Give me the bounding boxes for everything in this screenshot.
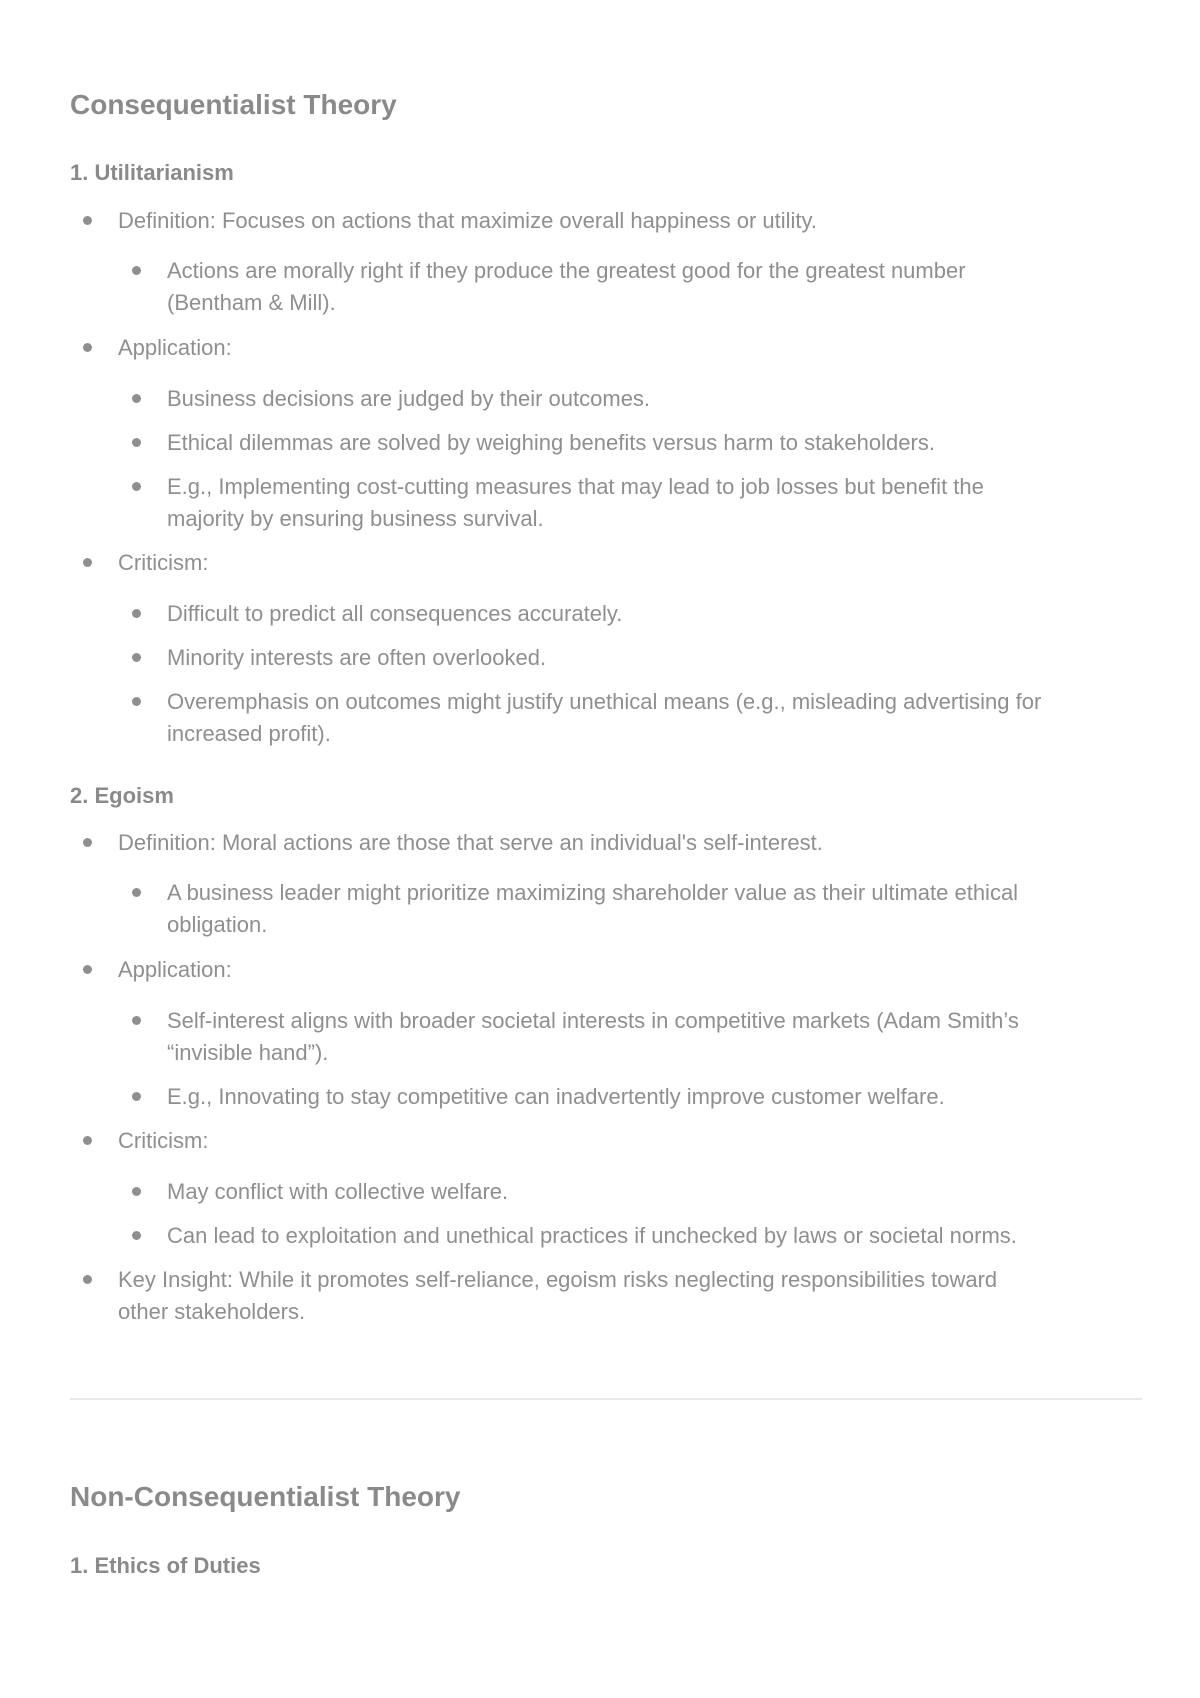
criticism-label: Criticism: <box>118 1128 209 1153</box>
application-label: Application: <box>118 957 232 982</box>
list-item-key-insight <box>118 1264 1148 1328</box>
subpoint-line: Minority interests are often overlooked. <box>167 645 547 670</box>
bullet-icon <box>132 266 141 275</box>
subpoint-line: A business leader might prioritize maximizing shareholder value as their ultimate ethical <box>167 880 1019 905</box>
list-item-application <box>118 954 1148 986</box>
bullet-icon <box>132 1092 141 1101</box>
bullet-icon <box>132 1231 141 1240</box>
list-item-subpoint <box>167 642 1137 674</box>
bullet-icon <box>83 1275 92 1284</box>
subpoint-line: Overemphasis on outcomes might justify unethical means (e.g., misleading advertising for <box>167 689 1042 714</box>
criticism-label: Criticism: <box>118 550 209 575</box>
section-divider <box>70 1398 1142 1400</box>
bullet-icon <box>132 653 141 662</box>
section-title-consequentialist: Consequentialist Theory <box>70 89 397 120</box>
list-item-subpoint <box>167 471 1137 535</box>
list-item-subpoint <box>167 877 1137 941</box>
list-item-definition <box>118 827 1148 859</box>
bullet-icon <box>132 482 141 491</box>
list-item-subpoint <box>167 1220 1137 1252</box>
key-insight-line: other stakeholders. <box>118 1299 306 1324</box>
subpoint-line: Can lead to exploitation and unethical practices if unchecked by laws or societal norms. <box>167 1223 1017 1248</box>
subpoint-line: Business decisions are judged by their outcomes. <box>167 386 651 411</box>
list-item-criticism <box>118 1125 1148 1157</box>
heading-egoism: 2. Egoism <box>70 783 174 808</box>
application-label: Application: <box>118 335 232 360</box>
list-item-subpoint <box>167 255 1137 319</box>
bullet-icon <box>83 838 92 847</box>
bullet-icon <box>132 609 141 618</box>
subpoint-line: Ethical dilemmas are solved by weighing benefits versus harm to stakeholders. <box>167 430 935 455</box>
subpoint-line: E.g., Innovating to stay competitive can inadvertently improve customer welfare. <box>167 1084 945 1109</box>
definition-text: Definition: Focuses on actions that maximize overall happiness or utility. <box>118 208 818 233</box>
subpoint-line: Difficult to predict all consequences accurately. <box>167 601 623 626</box>
subpoint-line: (Bentham & Mill). <box>167 290 336 315</box>
bullet-icon <box>83 216 92 225</box>
list-item-subpoint <box>167 1081 1137 1113</box>
bullet-icon <box>132 438 141 447</box>
bullet-icon <box>132 394 141 403</box>
list-item-subpoint <box>167 1005 1137 1069</box>
subpoint-line: increased profit). <box>167 721 331 746</box>
heading-utilitarianism: 1. Utilitarianism <box>70 160 234 185</box>
bullet-icon <box>132 697 141 706</box>
subpoint-line: May conflict with collective welfare. <box>167 1179 509 1204</box>
bullet-icon <box>132 1016 141 1025</box>
bullet-icon <box>83 965 92 974</box>
key-insight-line: Key Insight: While it promotes self-reliance, egoism risks neglecting responsibilities toward <box>118 1267 998 1292</box>
list-item-subpoint <box>167 598 1137 630</box>
list-item-subpoint <box>167 427 1137 459</box>
section-title-non-consequentialist: Non-Consequentialist Theory <box>70 1481 461 1512</box>
list-item-subpoint <box>167 1176 1137 1208</box>
heading-ethics-of-duties: 1. Ethics of Duties <box>70 1553 261 1578</box>
list-item-definition <box>118 205 1148 237</box>
list-item-criticism <box>118 547 1148 579</box>
bullet-icon <box>132 888 141 897</box>
subpoint-line: E.g., Implementing cost-cutting measures that may lead to job losses but benefit the <box>167 474 984 499</box>
subpoint-line: Actions are morally right if they produce the greatest good for the greatest number <box>167 258 966 283</box>
subpoint-line: Self-interest aligns with broader societal interests in competitive markets (Adam Smith’s <box>167 1008 1019 1033</box>
bullet-icon <box>83 1136 92 1145</box>
definition-text: Definition: Moral actions are those that serve an individual's self-interest. <box>118 830 823 855</box>
bullet-icon <box>83 558 92 567</box>
bullet-icon <box>83 343 92 352</box>
subpoint-line: “invisible hand”). <box>167 1040 329 1065</box>
subpoint-line: majority by ensuring business survival. <box>167 506 544 531</box>
list-item-subpoint <box>167 686 1137 750</box>
list-item-application <box>118 332 1148 364</box>
bullet-icon <box>132 1187 141 1196</box>
subpoint-line: obligation. <box>167 912 268 937</box>
list-item-subpoint <box>167 383 1137 415</box>
